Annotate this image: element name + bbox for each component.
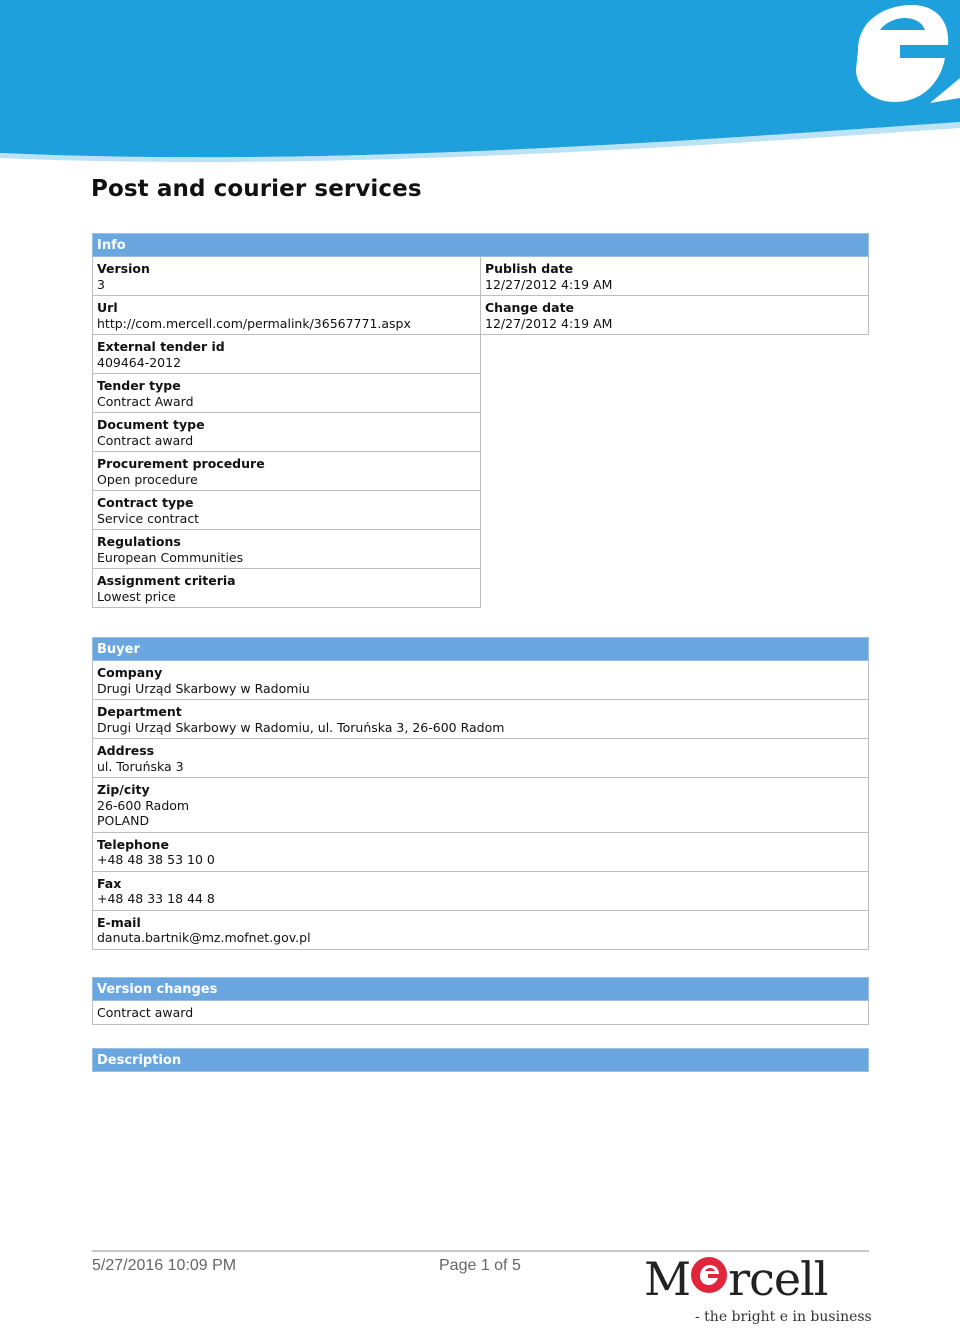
field-version-changes — [92, 1001, 869, 1025]
field-value: Contract award — [97, 432, 194, 448]
field-value: ul. Toruńska 3 — [97, 758, 184, 774]
field-label: Assignment criteria — [97, 573, 236, 588]
field-email — [92, 911, 869, 950]
field-value: Lowest price — [97, 588, 176, 604]
field-label: Telephone — [97, 836, 169, 852]
field-value: European Communities — [97, 549, 244, 565]
field-url — [92, 296, 481, 335]
logo-tagline: - the bright e in business — [695, 1309, 872, 1325]
field-assignment-criteria — [92, 569, 481, 608]
field-value: 409464-2012 — [97, 354, 182, 370]
info-section — [92, 233, 869, 613]
field-department — [92, 700, 869, 739]
field-value: 26-600 Radom — [97, 797, 190, 813]
version-changes-header: Version changes — [92, 977, 869, 1001]
header-banner — [0, 0, 960, 165]
field-label: Document type — [97, 417, 205, 432]
field-value: 12/27/2012 4:19 AM — [485, 315, 613, 331]
field-contract-type — [92, 491, 481, 530]
field-value: +48 48 33 18 44 8 — [97, 891, 215, 906]
logo-text-right: rcell — [728, 1252, 828, 1306]
field-label: E-mail — [97, 914, 141, 930]
field-tender-type — [92, 374, 481, 413]
url-link[interactable]: http://com.mercell.com/permalink/36567771.aspx — [97, 315, 411, 331]
field-label: Contract type — [97, 495, 194, 510]
field-telephone — [92, 833, 869, 872]
email-link[interactable]: danuta.bartnik@mz.mofnet.gov.pl — [97, 930, 311, 945]
logo-text-left: M — [644, 1252, 691, 1306]
footer-date: 5/27/2016 10:09 PM — [92, 1257, 237, 1274]
field-label: Company — [97, 665, 163, 680]
field-label: Fax — [97, 875, 122, 891]
field-company — [92, 661, 869, 700]
field-value: +48 48 38 53 10 0 — [97, 852, 215, 867]
mercell-logo — [640, 1252, 870, 1329]
field-version — [92, 257, 481, 296]
field-regulations — [92, 530, 481, 569]
field-value: Contract Award — [97, 393, 194, 409]
field-value-country: POLAND — [97, 813, 150, 828]
field-document-type — [92, 413, 481, 452]
field-procurement-procedure — [92, 452, 481, 491]
field-fax — [92, 872, 869, 911]
info-header: Info — [92, 233, 869, 257]
buyer-section — [92, 637, 869, 950]
field-change-date — [480, 296, 869, 335]
field-zip-city — [92, 778, 869, 833]
field-label: Publish date — [485, 261, 574, 276]
field-label: Zip/city — [97, 782, 150, 797]
field-label: Change date — [485, 300, 575, 315]
field-address — [92, 739, 869, 778]
info-left-column — [92, 257, 481, 608]
field-value: 3 — [97, 276, 105, 292]
page-title: Post and courier services — [91, 176, 422, 202]
field-value: Contract award — [97, 1005, 194, 1020]
field-value: Drugi Urząd Skarbowy w Radomiu — [97, 680, 310, 696]
page-number: Page 1 of 5 — [439, 1257, 521, 1274]
buyer-header: Buyer — [92, 637, 869, 661]
field-label: Address — [97, 743, 155, 758]
field-label: Url — [97, 300, 118, 315]
description-header: Description — [92, 1048, 869, 1072]
field-value: Open procedure — [97, 471, 198, 487]
logo-wordmark — [644, 1252, 828, 1306]
description-section — [92, 1048, 869, 1072]
field-external-tender-id — [92, 335, 481, 374]
field-label: Procurement procedure — [97, 456, 265, 471]
field-label: External tender id — [97, 339, 225, 354]
version-changes-section — [92, 977, 869, 1025]
field-value: 12/27/2012 4:19 AM — [485, 276, 613, 292]
field-value: Drugi Urząd Skarbowy w Radomiu, ul. Toruńska 3, 26-600 Radom — [97, 719, 505, 735]
field-label: Version — [97, 261, 150, 276]
info-right-column — [480, 257, 869, 335]
field-value: Service contract — [97, 510, 200, 526]
field-label: Tender type — [97, 378, 181, 393]
field-label: Regulations — [97, 534, 181, 549]
field-publish-date — [480, 257, 869, 296]
logo-e-icon — [691, 1257, 727, 1293]
field-label: Department — [97, 704, 182, 719]
